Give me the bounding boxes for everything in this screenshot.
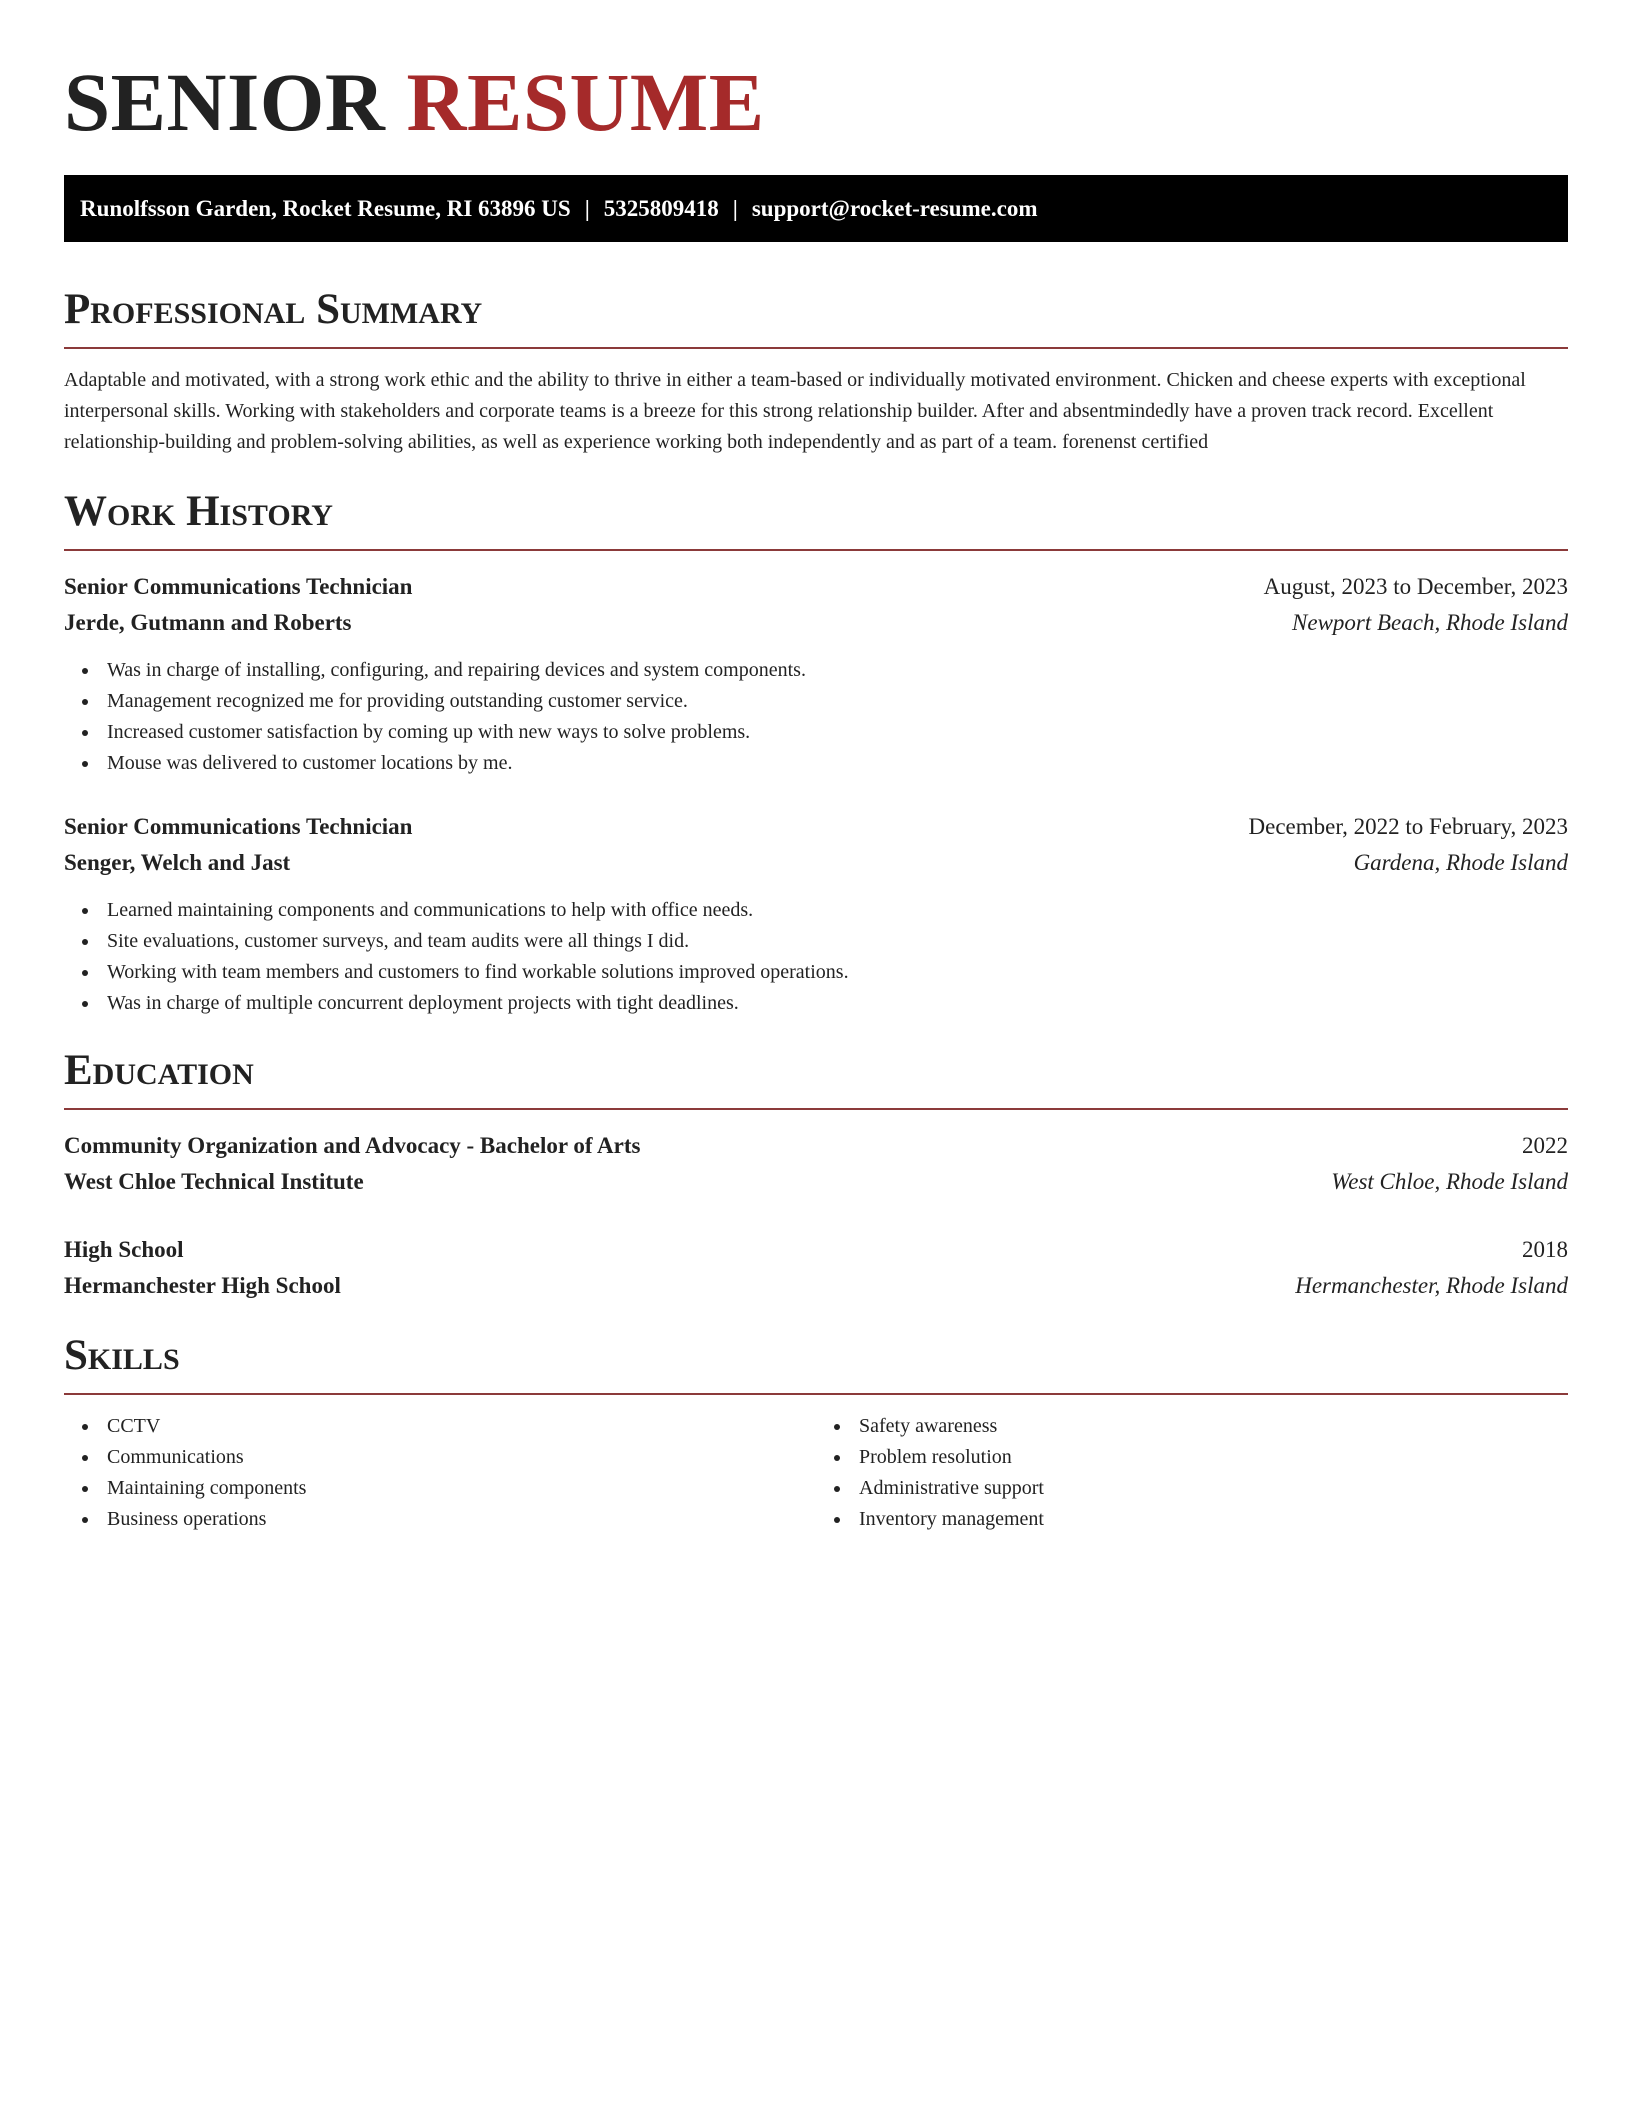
job-header-row [64,809,1568,845]
job-entry [64,569,1568,779]
education-location: West Chloe, Rhode Island [1331,1169,1568,1194]
resume-title [64,56,1568,148]
skill-item: CCTV [107,1411,816,1442]
education-degree: High School [64,1237,184,1262]
section-divider [64,1393,1568,1395]
education-entry [64,1128,1568,1200]
summary-text: Adaptable and motivated, with a strong work ethic and the ability to thrive in either a team-based or individually motivated environment. Chicken and cheese experts with exceptional interpersonal skills. Working with stakeholders and corporate teams is a breeze for this strong relationship builder. After and absentmindedly have a proven track record. Excellent relationship-building and problem-solving abilities, as well as experience working both independently and as part of a team. forenenst certified [64,369,1526,453]
job-location: Newport Beach, Rhode Island [1292,610,1568,635]
section-divider [64,347,1568,349]
skills-column-right [816,1411,1568,1535]
contact-separator: | [732,196,738,221]
skill-item: Safety awareness [859,1411,1568,1442]
job-bullet: Increased customer satisfaction by coming up with new ways to solve problems. [107,717,1568,748]
skill-item: Communications [107,1442,816,1473]
education-school: West Chloe Technical Institute [64,1169,364,1194]
job-bullet-list [64,655,1568,779]
education-location: Hermanchester, Rhode Island [1295,1273,1568,1298]
skill-item: Maintaining components [107,1473,816,1504]
contact-bar [64,175,1568,242]
section-heading-skills: Skills [64,1332,180,1379]
job-dates: August, 2023 to December, 2023 [1263,574,1568,599]
education-header-row [64,1232,1568,1268]
skill-item: Business operations [107,1504,816,1535]
summary-section [64,284,1568,458]
skill-item: Inventory management [859,1504,1568,1535]
education-degree: Community Organization and Advocacy - Bachelor of Arts [64,1133,641,1158]
education-school-row [64,1164,1568,1200]
job-bullet: Was in charge of installing, configuring, and repairing devices and system components. [107,655,1568,686]
job-bullet: Management recognized me for providing outstanding customer service. [107,686,1568,717]
job-bullet-list [64,895,1568,1019]
job-company-row [64,845,1568,881]
job-bullet: Learned maintaining components and communications to help with office needs. [107,895,1568,926]
title-word-senior: SENIOR [64,56,386,148]
skills-section [64,1330,1568,1535]
skills-column-left [64,1411,816,1535]
job-title: Senior Communications Technician [64,574,413,599]
skill-item: Problem resolution [859,1442,1568,1473]
job-bullet: Working with team members and customers to find workable solutions improved operations. [107,957,1568,988]
contact-separator: | [584,196,590,221]
skills-grid [64,1411,1568,1535]
skill-item: Administrative support [859,1473,1568,1504]
work-history-section [64,486,1568,1019]
job-header-row [64,569,1568,605]
job-bullet: Mouse was delivered to customer locations by me. [107,748,1568,779]
title-word-resume: RESUME [406,56,765,148]
job-location: Gardena, Rhode Island [1353,850,1568,875]
job-bullet: Was in charge of multiple concurrent deployment projects with tight deadlines. [107,988,1568,1019]
job-bullet: Site evaluations, customer surveys, and team audits were all things I did. [107,926,1568,957]
contact-address: Runolfsson Garden, Rocket Resume, RI 63896 US [80,196,571,221]
education-school-row [64,1268,1568,1304]
section-heading-summary: Professional Summary [64,286,483,333]
contact-email[interactable]: support@rocket-resume.com [751,196,1038,221]
job-entry [64,809,1568,1019]
job-company: Jerde, Gutmann and Roberts [64,610,352,635]
job-company-row [64,605,1568,641]
section-divider [64,549,1568,551]
section-heading-education: Education [64,1047,254,1094]
job-dates: December, 2022 to February, 2023 [1248,814,1568,839]
education-entry [64,1232,1568,1304]
education-school: Hermanchester High School [64,1273,341,1298]
section-divider [64,1108,1568,1110]
job-company: Senger, Welch and Jast [64,850,291,875]
education-year: 2022 [1522,1133,1568,1158]
education-header-row [64,1128,1568,1164]
contact-phone: 5325809418 [603,196,719,221]
education-year: 2018 [1522,1237,1568,1262]
job-title: Senior Communications Technician [64,814,413,839]
education-section [64,1045,1568,1304]
section-heading-work-history: Work History [64,488,333,535]
